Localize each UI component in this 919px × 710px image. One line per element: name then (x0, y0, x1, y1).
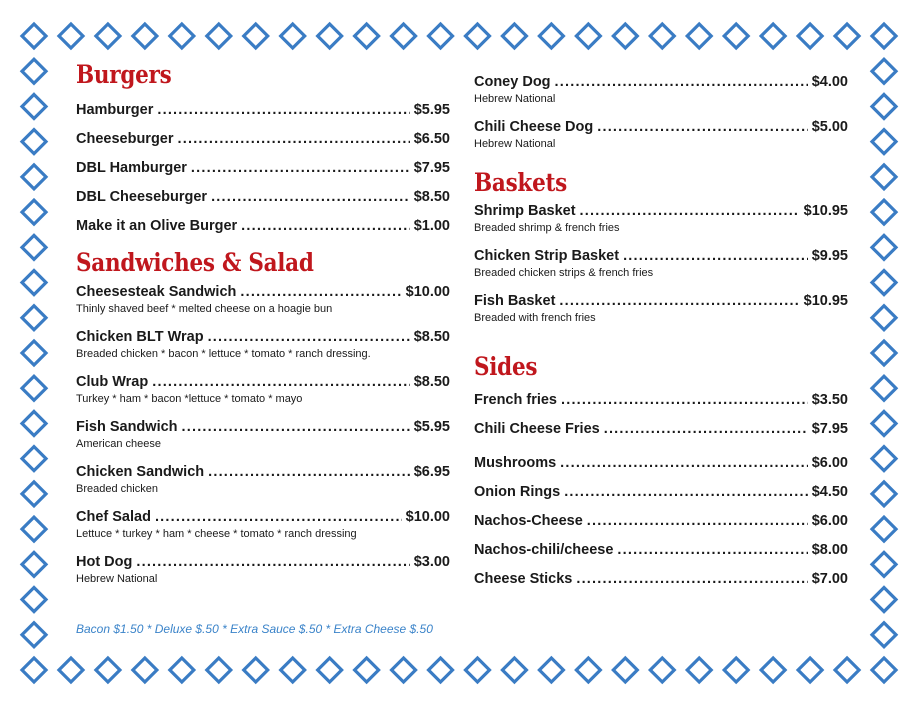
item-name: Shrimp Basket (474, 203, 576, 219)
diamond-outline-icon (22, 59, 46, 83)
item-description: Hebrew National (474, 93, 556, 105)
item-name: Fish Basket (474, 293, 556, 309)
diamond-outline-icon (22, 306, 46, 330)
diamond-outline-icon (22, 165, 46, 189)
diamond-outline-icon (872, 411, 896, 435)
item-name: Chili Cheese Fries (474, 421, 600, 437)
diamond-outline-icon (502, 24, 526, 48)
item-price: $10.00 (405, 284, 450, 300)
extras-note: Bacon $1.50 * Deluxe $.50 * Extra Sauce $.50 * Extra Cheese $.50 (76, 622, 433, 636)
item-name: Coney Dog (474, 74, 551, 90)
item-description: Hebrew National (474, 138, 556, 150)
item-description: Breaded with french fries (474, 312, 596, 324)
diamond-outline-icon (318, 24, 342, 48)
diamond-outline-icon (798, 24, 822, 48)
item-description: Hebrew National (76, 573, 158, 585)
diamond-outline-icon (835, 24, 859, 48)
diamond-outline-icon (22, 447, 46, 471)
dot-leader (560, 453, 808, 473)
item-name: Chicken BLT Wrap (76, 329, 204, 345)
item-price: $3.00 (413, 554, 450, 570)
menu-item (76, 372, 450, 407)
section-burgers (76, 58, 450, 236)
dot-leader (211, 187, 410, 207)
item-price: $8.50 (413, 374, 450, 390)
diamond-outline-icon (539, 658, 563, 682)
dot-leader (555, 72, 808, 92)
diamond-outline-icon (872, 130, 896, 154)
diamond-outline-icon (318, 658, 342, 682)
diamond-outline-icon (687, 658, 711, 682)
item-name: Hot Dog (76, 554, 133, 570)
diamond-outline-icon (22, 658, 46, 682)
diamond-outline-icon (59, 24, 83, 48)
diamond-outline-icon (244, 24, 268, 48)
dot-leader (152, 372, 409, 392)
item-price: $6.50 (413, 131, 450, 147)
diamond-outline-icon (22, 130, 46, 154)
diamond-outline-icon (872, 165, 896, 189)
menu-left-column (76, 58, 450, 587)
diamond-outline-icon (22, 552, 46, 576)
item-price: $6.95 (413, 464, 450, 480)
menu-item (474, 482, 848, 502)
diamond-outline-icon (207, 658, 231, 682)
diamond-outline-icon (576, 658, 600, 682)
menu-item (76, 507, 450, 542)
item-price: $7.95 (811, 421, 848, 437)
item-price: $8.50 (413, 329, 450, 345)
menu-item (474, 569, 848, 589)
diamond-outline-icon (798, 658, 822, 682)
menu-item (474, 117, 848, 152)
diamond-outline-icon (872, 517, 896, 541)
item-name: Chicken Sandwich (76, 464, 205, 480)
diamond-outline-icon (22, 341, 46, 365)
dot-leader (580, 201, 800, 221)
menu-item (76, 129, 450, 149)
diamond-outline-icon (650, 658, 674, 682)
diamond-outline-icon (724, 24, 748, 48)
diamond-outline-icon (22, 200, 46, 224)
item-name: French fries (474, 392, 557, 408)
dot-leader (241, 216, 410, 236)
diamond-outline-icon (872, 447, 896, 471)
diamond-outline-icon (133, 24, 157, 48)
section-title: Sandwiches & Salad (76, 248, 314, 277)
item-price: $1.00 (413, 218, 450, 234)
menu-item (76, 216, 450, 236)
diamond-outline-icon (22, 94, 46, 118)
diamond-outline-icon (872, 200, 896, 224)
diamond-outline-icon (465, 658, 489, 682)
item-price: $10.95 (803, 293, 848, 309)
dot-leader (559, 291, 799, 311)
diamond-outline-icon (281, 658, 305, 682)
item-price: $4.50 (811, 484, 848, 500)
diamond-outline-icon (22, 24, 46, 48)
menu-item (474, 291, 848, 326)
diamond-outline-icon (281, 24, 305, 48)
section-hot-dogs (474, 72, 848, 152)
diamond-outline-icon (613, 658, 637, 682)
menu-item (474, 72, 848, 107)
item-price: $10.00 (405, 509, 450, 525)
dot-leader (136, 552, 409, 572)
diamond-outline-icon (244, 658, 268, 682)
diamond-outline-icon (576, 24, 600, 48)
item-price: $6.00 (811, 455, 848, 471)
item-description: American cheese (76, 438, 161, 450)
dot-leader (564, 482, 808, 502)
dot-leader (597, 117, 807, 137)
dot-leader (240, 282, 401, 302)
section-baskets (474, 166, 848, 326)
diamond-outline-icon (170, 24, 194, 48)
diamond-outline-icon (22, 588, 46, 612)
dot-leader (617, 540, 807, 560)
diamond-outline-icon (59, 658, 83, 682)
item-name: Cheeseburger (76, 131, 174, 147)
diamond-outline-icon (22, 376, 46, 400)
section-title: Baskets (474, 168, 568, 197)
item-name: Hamburger (76, 102, 154, 118)
item-price: $7.00 (811, 571, 848, 587)
menu-item (474, 246, 848, 281)
item-price: $5.95 (413, 419, 450, 435)
dot-leader (576, 569, 807, 589)
diamond-outline-icon (355, 24, 379, 48)
section-title: Sides (474, 352, 538, 381)
menu-item (76, 462, 450, 497)
diamond-outline-icon (429, 24, 453, 48)
item-name: DBL Hamburger (76, 160, 187, 176)
item-price: $4.00 (811, 74, 848, 90)
menu-item (474, 540, 848, 560)
diamond-outline-icon (133, 658, 157, 682)
item-description: Breaded chicken (76, 483, 158, 495)
dot-leader (623, 246, 808, 266)
item-description: Turkey * ham * bacon *lettuce * tomato * mayo (76, 393, 303, 405)
diamond-outline-icon (872, 588, 896, 612)
dot-leader (587, 511, 808, 531)
dot-leader (561, 390, 808, 410)
diamond-outline-icon (539, 24, 563, 48)
diamond-outline-icon (872, 94, 896, 118)
item-name: Make it an Olive Burger (76, 218, 238, 234)
item-name: Fish Sandwich (76, 419, 178, 435)
diamond-outline-icon (22, 517, 46, 541)
menu-item (76, 187, 450, 207)
menu-item (76, 417, 450, 452)
diamond-outline-icon (872, 482, 896, 506)
item-name: Chicken Strip Basket (474, 248, 620, 264)
menu-item (76, 552, 450, 587)
menu-item (474, 419, 848, 439)
diamond-outline-icon (465, 24, 489, 48)
section-title: Burgers (76, 60, 172, 89)
item-description: Breaded chicken strips & french fries (474, 267, 654, 279)
dot-leader (208, 327, 410, 347)
item-name: Cheesesteak Sandwich (76, 284, 237, 300)
diamond-outline-icon (22, 271, 46, 295)
menu-item (474, 453, 848, 473)
diamond-outline-icon (872, 235, 896, 259)
item-description: Thinly shaved beef * melted cheese on a hoagie bun (76, 303, 333, 315)
item-price: $5.00 (811, 119, 848, 135)
diamond-outline-icon (872, 623, 896, 647)
diamond-outline-icon (429, 658, 453, 682)
diamond-outline-icon (724, 658, 748, 682)
diamond-outline-icon (22, 623, 46, 647)
diamond-outline-icon (650, 24, 674, 48)
item-price: $8.00 (811, 542, 848, 558)
diamond-outline-icon (96, 658, 120, 682)
item-price: $8.50 (413, 189, 450, 205)
diamond-outline-icon (170, 658, 194, 682)
menu-right-column (474, 72, 848, 589)
item-description: Breaded chicken * bacon * lettuce * tomato * ranch dressing. (76, 348, 371, 360)
diamond-outline-icon (687, 24, 711, 48)
diamond-outline-icon (355, 658, 379, 682)
diamond-outline-icon (613, 24, 637, 48)
diamond-outline-icon (872, 376, 896, 400)
diamond-outline-icon (872, 306, 896, 330)
diamond-outline-icon (872, 24, 896, 48)
diamond-outline-icon (761, 658, 785, 682)
item-description: Breaded shrimp & french fries (474, 222, 620, 234)
item-price: $7.95 (413, 160, 450, 176)
dot-leader (157, 100, 409, 120)
menu-item (76, 158, 450, 178)
diamond-outline-icon (96, 24, 120, 48)
diamond-outline-icon (872, 59, 896, 83)
item-name: Chili Cheese Dog (474, 119, 594, 135)
diamond-outline-icon (207, 24, 231, 48)
dot-leader (191, 158, 410, 178)
item-name: Club Wrap (76, 374, 149, 390)
item-description: Lettuce * turkey * ham * cheese * tomato * ranch dressing (76, 528, 357, 540)
diamond-outline-icon (22, 482, 46, 506)
item-price: $6.00 (811, 513, 848, 529)
item-price: $5.95 (413, 102, 450, 118)
menu-item (474, 201, 848, 236)
item-price: $10.95 (803, 203, 848, 219)
dot-leader (182, 417, 410, 437)
item-name: Cheese Sticks (474, 571, 573, 587)
diamond-outline-icon (872, 341, 896, 365)
diamond-outline-icon (392, 24, 416, 48)
dot-leader (178, 129, 410, 149)
item-name: Chef Salad (76, 509, 151, 525)
item-name: Nachos-Cheese (474, 513, 583, 529)
dot-leader (208, 462, 410, 482)
menu-item (474, 511, 848, 531)
menu-item (76, 327, 450, 362)
dot-leader (155, 507, 402, 527)
menu-item (76, 282, 450, 317)
item-name: Nachos-chili/cheese (474, 542, 614, 558)
menu-item (474, 390, 848, 410)
item-price: $9.95 (811, 248, 848, 264)
item-price: $3.50 (811, 392, 848, 408)
dot-leader (604, 419, 808, 439)
item-name: DBL Cheeseburger (76, 189, 208, 205)
item-name: Mushrooms (474, 455, 557, 471)
section-sides (474, 350, 848, 589)
diamond-outline-icon (835, 658, 859, 682)
item-name: Onion Rings (474, 484, 561, 500)
diamond-outline-icon (22, 235, 46, 259)
diamond-outline-icon (22, 411, 46, 435)
diamond-outline-icon (502, 658, 526, 682)
diamond-outline-icon (392, 658, 416, 682)
diamond-outline-icon (761, 24, 785, 48)
menu-item (76, 100, 450, 120)
diamond-outline-icon (872, 552, 896, 576)
diamond-outline-icon (872, 658, 896, 682)
section-sandwiches-salad (76, 246, 450, 587)
diamond-outline-icon (872, 271, 896, 295)
